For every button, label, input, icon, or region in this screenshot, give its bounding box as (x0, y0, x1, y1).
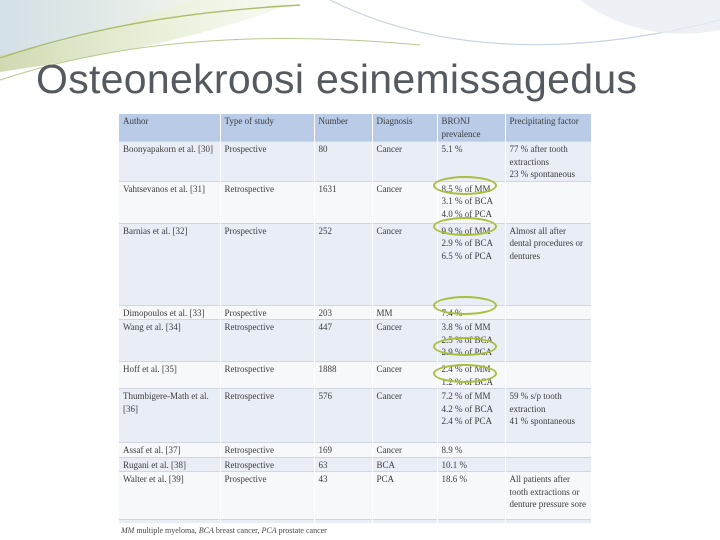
cell-bronj-prevalence (437, 472, 505, 520)
prevalence-line: 2.9 % of BCA (441, 238, 493, 248)
cell-precipitating-factor (505, 320, 591, 362)
prevalence-line: 2.5 % of BCA (441, 334, 493, 345)
cell-number: 169 (314, 443, 372, 458)
prevalence-line: 9.9 % of MM (441, 225, 491, 236)
cell-type-of-study: Retrospective (220, 443, 314, 458)
cell-precipitating-factor (505, 472, 591, 520)
cell-type-of-study: Prospective (220, 223, 314, 305)
cell-author: Rugani et al. [38] (119, 457, 220, 472)
cell-author: Barnias et al. [32] (119, 223, 220, 305)
prevalence-line: 7.2 % of MM (441, 391, 491, 401)
prevalence-line: 3.8 % of MM (441, 322, 491, 332)
prevalence-line: 7.4 % (441, 307, 463, 318)
factor-line: All patients after tooth extractions or denture pressure sore (509, 474, 586, 509)
factor-line: 77 % after tooth extractions (509, 144, 568, 167)
prevalence-line: 4.0 % of PCA (441, 208, 493, 219)
cell-number: 1888 (314, 362, 372, 389)
cell-diagnosis: Cancer (372, 142, 437, 182)
highlight-oval (433, 176, 497, 195)
cell-type-of-study: Prospective (220, 305, 314, 320)
table-row (119, 389, 591, 443)
factor-line: Almost all after dental procedures or dentures (509, 225, 583, 261)
cell-precipitating-factor (505, 457, 591, 472)
cell-author: Thumbigere-Math et al. [36] (119, 389, 220, 443)
table-row (119, 362, 591, 389)
prevalence-line: 2.4 % of PCA (441, 416, 493, 426)
footnote-text: prostate cancer (276, 526, 327, 535)
cell-type-of-study: Retrospective (220, 320, 314, 362)
highlight-oval (433, 364, 497, 383)
cell-diagnosis (372, 520, 437, 524)
prevalence-table-image (119, 114, 591, 523)
slide-title: Osteonekroosi esinemissagedus (36, 56, 638, 102)
highlight-oval (433, 296, 497, 315)
prevalence-line: 10.1 % (441, 459, 467, 470)
cell-number: 252 (314, 223, 372, 305)
cell-diagnosis: Cancer (372, 320, 437, 362)
cell-diagnosis: Cancer (372, 223, 437, 305)
cell-diagnosis: Cancer (372, 181, 437, 223)
cell-type-of-study: Retrospective (220, 362, 314, 389)
cell-precipitating-factor (505, 305, 591, 320)
table-footnote (121, 526, 327, 535)
factor-line (510, 521, 588, 523)
header-diagnosis: Diagnosis (372, 114, 437, 142)
cell-precipitating-factor (505, 520, 591, 524)
cell-author: Assaf et al. [37] (119, 443, 220, 458)
cell-author: Boonyapakorn et al. [30] (119, 142, 220, 182)
cell-precipitating-factor (505, 389, 591, 443)
cell-number: 447 (314, 320, 372, 362)
cell-type-of-study: Prospective (220, 472, 314, 520)
cell-author: Walter et al. [39] (119, 472, 220, 520)
cell-number (314, 520, 372, 524)
table-header-row (119, 114, 591, 142)
highlight-oval (433, 217, 497, 236)
prevalence-line: 8.9 % (441, 445, 463, 455)
prevalence-line: 1.2 % of BCA (441, 376, 493, 387)
cell-precipitating-factor (505, 142, 591, 182)
cell-diagnosis: MM (372, 305, 437, 320)
table-row (119, 520, 591, 524)
swoosh-top-right (580, 0, 720, 34)
cell-number: 1631 (314, 181, 372, 223)
footnote-abbrev-pca: PCA (261, 526, 277, 535)
cell-type-of-study: Retrospective (220, 457, 314, 472)
header-author: Author (119, 114, 220, 142)
bronj-prevalence-table (119, 114, 591, 523)
footnote-text: multiple myeloma, (134, 526, 199, 535)
cell-diagnosis: Cancer (372, 389, 437, 443)
cell-author: Wang et al. [34] (119, 320, 220, 362)
cell-author: Hoff et al. [35] (119, 362, 220, 389)
table-row (119, 223, 591, 305)
cell-bronj-prevalence (437, 520, 505, 524)
factor-line: 23 % spontaneous (509, 169, 575, 179)
header-type-of-study: Type of study (220, 114, 314, 142)
cell-number: 576 (314, 389, 372, 443)
cell-number: 63 (314, 457, 372, 472)
cell-diagnosis: PCA (372, 472, 437, 520)
cell-bronj-prevalence (437, 142, 505, 182)
prevalence-line: 2.4 % of MM (441, 364, 491, 374)
prevalence-line: 18.6 % (441, 474, 467, 484)
table-row (119, 305, 591, 320)
header-bronj-prevalence: BRONJ prevalence (437, 114, 505, 142)
prevalence-line: 4.2 % of BCA (441, 403, 493, 414)
prevalence-line: 5.1 % (441, 144, 463, 154)
cell-precipitating-factor (505, 443, 591, 458)
table-row (119, 443, 591, 458)
cell-precipitating-factor (505, 362, 591, 389)
prevalence-line: 8.5 % of MM (441, 183, 491, 194)
cell-diagnosis: Cancer (372, 362, 437, 389)
highlight-oval (433, 337, 497, 356)
cell-precipitating-factor (505, 181, 591, 223)
prevalence-line: 2.9 % of PCA (441, 347, 493, 357)
prevalence-line (442, 521, 502, 523)
factor-line: 41 % spontaneous (509, 416, 575, 426)
cell-author: Vahtsevanos et al. [31] (119, 181, 220, 223)
cell-type-of-study: Prospective (220, 142, 314, 182)
cell-diagnosis: BCA (372, 457, 437, 472)
cell-number: 43 (314, 472, 372, 520)
prevalence-line: 6.5 % of PCA (441, 250, 493, 261)
cell-bronj-prevalence (437, 389, 505, 443)
cell-number: 80 (314, 142, 372, 182)
table-row (119, 142, 591, 182)
cell-number: 203 (314, 305, 372, 320)
cell-precipitating-factor (505, 223, 591, 305)
cell-author (119, 520, 220, 524)
footnote-text: breast cancer, (213, 526, 262, 535)
table-row (119, 181, 591, 223)
table-row (119, 320, 591, 362)
cell-type-of-study: Retrospective (220, 181, 314, 223)
factor-line: 59 % s/p tooth extraction (509, 391, 562, 414)
cell-type-of-study: Retrospective (220, 389, 314, 443)
cell-author: Dimopoulos et al. [33] (119, 305, 220, 320)
prevalence-line: 3.1 % of BCA (441, 196, 493, 206)
table-row (119, 457, 591, 472)
table-row (119, 472, 591, 520)
cell-type-of-study (220, 520, 314, 524)
footnote-abbrev-mm: MM (121, 526, 135, 535)
header-precipitating-factor: Precipitating factor (505, 114, 591, 142)
cell-bronj-prevalence (437, 443, 505, 458)
cell-diagnosis: Cancer (372, 443, 437, 458)
cell-bronj-prevalence (437, 457, 505, 472)
header-number: Number (314, 114, 372, 142)
footnote-abbrev-bca: BCA (198, 526, 214, 535)
